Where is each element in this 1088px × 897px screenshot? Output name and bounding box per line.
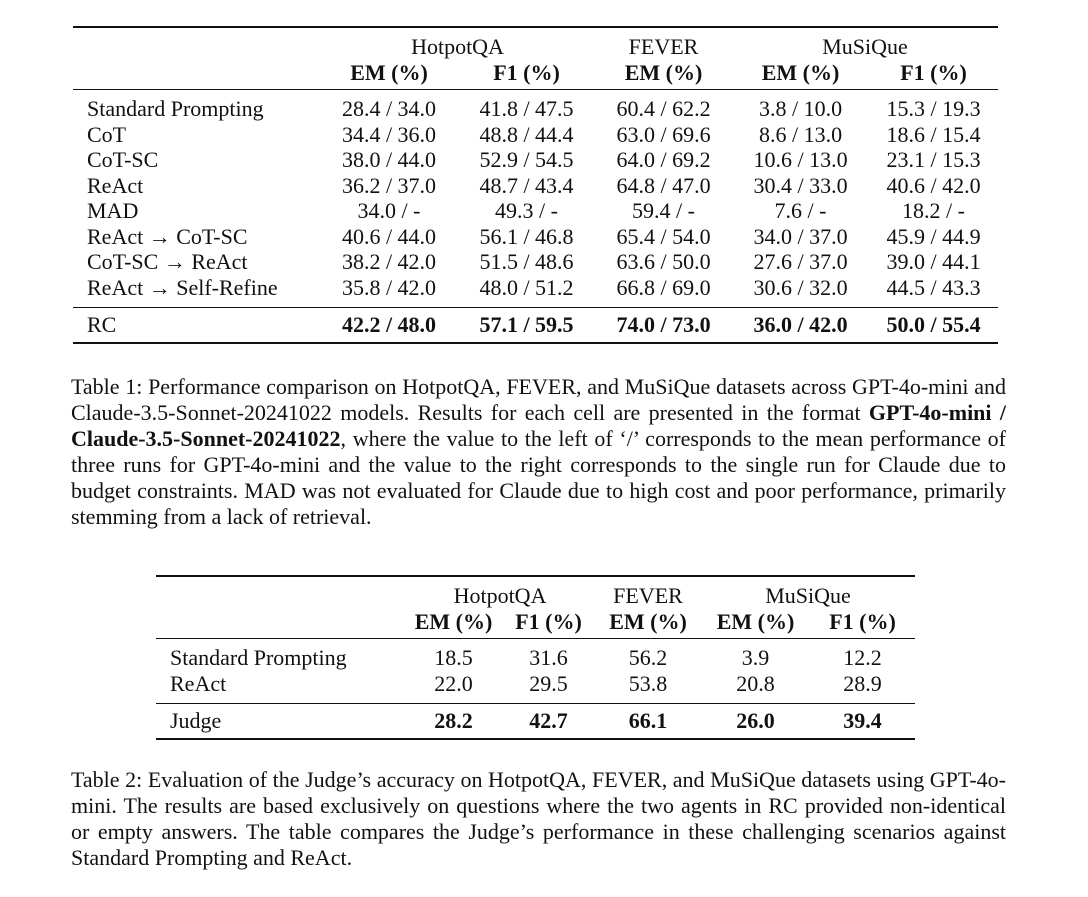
table-row	[156, 639, 915, 671]
subheader-musique-f1: F1 (%)	[900, 59, 967, 85]
subheader-fever-em: EM (%)	[624, 59, 703, 85]
row-label: CoT-SC	[87, 147, 159, 172]
cell-value: 31.6	[529, 645, 568, 670]
subheader-musique-f1: F1 (%)	[829, 608, 896, 634]
table-row	[73, 224, 998, 250]
cell-value: 63.0 / 69.6	[616, 121, 711, 147]
header-spacer	[73, 60, 320, 90]
cell-value: 44.5 / 43.3	[886, 274, 981, 300]
cell-value: 36.0 / 42.0	[753, 312, 848, 337]
cell-value: 34.0 / 37.0	[753, 223, 848, 249]
cell-value: 36.2 / 37.0	[341, 172, 437, 198]
group-fever: FEVER	[628, 34, 699, 59]
table-row-rc	[73, 308, 998, 343]
cell-value: 28.2	[434, 708, 473, 733]
table-1-caption	[71, 374, 1006, 530]
group-musique: MuSiQue	[822, 34, 908, 59]
cell-value: 18.5	[434, 645, 473, 670]
cell-value: 35.8 / 42.0	[341, 274, 437, 300]
cell-value: 56.1 / 46.8	[479, 223, 574, 249]
table-1-sub-header	[73, 60, 998, 90]
cell-value: 26.0	[736, 708, 775, 733]
table-row	[156, 671, 915, 704]
cell-value: 48.7 / 43.4	[479, 172, 574, 198]
table-row	[73, 275, 998, 308]
row-label: Judge	[170, 708, 222, 733]
cell-value: 52.9 / 54.5	[479, 147, 574, 172]
subheader-hotpotqa-em: EM (%)	[350, 59, 428, 85]
subheader-fever-em: EM (%)	[609, 608, 687, 634]
row-label: Standard Prompting	[87, 96, 264, 121]
table-row	[73, 249, 998, 275]
cell-value: 66.1	[628, 708, 668, 733]
cell-value: 30.4 / 33.0	[753, 172, 848, 198]
cell-value: 40.6 / 44.0	[341, 223, 437, 249]
header-spacer	[156, 576, 405, 609]
cell-value: 50.0 / 55.4	[886, 312, 981, 337]
cell-value: 15.3 / 19.3	[886, 96, 981, 121]
row-label: ReAct	[87, 172, 144, 198]
table-row-judge	[156, 704, 915, 739]
cell-value: 64.8 / 47.0	[616, 172, 711, 198]
caption-1-text-end: , where the value to the left of ‘/’ corresponds to the mean performance of three runs for GPT-4o-mini and the value to the right corresponds to the single run for Claude due to budget constraints. MAD was not evaluated for Claude due to high cost and poor performance, primarily stemming from a lack of retrieval.	[71, 426, 1006, 529]
table-1	[73, 26, 998, 344]
table-1-final	[73, 308, 998, 343]
cell-value: 63.6 / 50.0	[616, 249, 711, 274]
cell-value: 3.8 / 10.0	[758, 96, 843, 121]
header-spacer	[156, 609, 405, 639]
subheader-musique-em: EM (%)	[716, 608, 795, 634]
table-1-group-header	[73, 27, 998, 60]
cell-value: 39.4	[843, 708, 882, 733]
row-label: Standard Prompting	[170, 645, 347, 670]
cell-value: 41.8 / 47.5	[479, 96, 574, 121]
group-fever: FEVER	[613, 583, 683, 608]
cell-value: 40.6 / 42.0	[886, 172, 981, 198]
cell-value: 60.4 / 62.2	[616, 96, 711, 121]
table-2-final	[156, 704, 915, 739]
table-2-grid	[156, 575, 915, 740]
subheader-hotpotqa-f1: F1 (%)	[493, 59, 560, 85]
header-spacer	[73, 27, 320, 60]
table-2-body	[156, 639, 915, 704]
cell-value: 22.0	[434, 670, 473, 696]
cell-value: 23.1 / 15.3	[886, 147, 981, 172]
cell-value: 48.0 / 51.2	[479, 274, 574, 300]
cell-value: 45.9 / 44.9	[886, 223, 981, 249]
cell-value: 57.1 / 59.5	[479, 312, 574, 337]
cell-value: 51.5 / 48.6	[479, 249, 574, 274]
row-label: ReAct → Self-Refine	[87, 274, 278, 300]
cell-value: 30.6 / 32.0	[753, 274, 848, 300]
cell-value: 42.2 / 48.0	[341, 312, 437, 337]
cell-value: 53.8	[628, 670, 668, 696]
table-2-sub-header	[156, 609, 915, 639]
table-row	[73, 122, 998, 148]
table-row	[73, 90, 998, 122]
row-label: CoT-SC → ReAct	[87, 249, 248, 274]
cell-value: 48.8 / 44.4	[479, 121, 574, 147]
table-row	[73, 198, 998, 224]
subheader-musique-em: EM (%)	[761, 59, 840, 85]
cell-value: 8.6 / 13.0	[758, 121, 843, 147]
cell-value: 49.3 / -	[495, 198, 558, 223]
group-musique: MuSiQue	[765, 583, 851, 608]
cell-value: 28.4 / 34.0	[341, 96, 437, 121]
cell-value: 34.4 / 36.0	[341, 121, 437, 147]
table-2-group-header	[156, 576, 915, 609]
cell-value: 29.5	[529, 670, 568, 696]
cell-value: 39.0 / 44.1	[886, 249, 981, 274]
cell-value: 74.0 / 73.0	[616, 312, 711, 337]
cell-value: 34.0 / -	[357, 198, 421, 223]
subheader-hotpotqa-em: EM (%)	[414, 608, 493, 634]
group-hotpotqa: HotpotQA	[453, 583, 547, 608]
cell-value: 18.6 / 15.4	[886, 121, 981, 147]
group-hotpotqa: HotpotQA	[411, 34, 504, 59]
caption-1-text: Table 1: Performance comparison on HotpotQA, FEVER, and MuSiQue datasets across GPT-4o-mini and Claude-3.5-Sonnet-20241022 models. Results for each cell are presented in the format	[71, 374, 1006, 425]
cell-value: 18.2 / -	[902, 198, 965, 223]
cell-value: 66.8 / 69.0	[616, 274, 711, 300]
cell-value: 28.9	[843, 670, 882, 696]
cell-value: 59.4 / -	[632, 198, 695, 223]
cell-value: 38.0 / 44.0	[341, 147, 437, 172]
cell-value: 64.0 / 69.2	[616, 147, 711, 172]
cell-value: 3.9	[741, 645, 770, 670]
cell-value: 20.8	[736, 670, 775, 696]
subheader-hotpotqa-f1: F1 (%)	[515, 608, 582, 634]
cell-value: 65.4 / 54.0	[616, 223, 711, 249]
table-row	[73, 173, 998, 199]
cell-value: 12.2	[843, 645, 882, 670]
cell-value: 10.6 / 13.0	[753, 147, 848, 172]
cell-value: 56.2	[628, 645, 668, 670]
row-label: CoT	[87, 121, 127, 147]
row-label: MAD	[87, 198, 139, 223]
caption-1-bold: GPT-4o-mini / Claude-3.5-Sonnet-20241022	[71, 400, 1006, 451]
table-2	[156, 575, 915, 740]
table-1-grid	[73, 26, 998, 344]
table-1-body	[73, 90, 998, 308]
cell-value: 42.7	[529, 708, 568, 733]
cell-value: 7.6 / -	[774, 198, 827, 223]
row-label: ReAct → CoT-SC	[87, 223, 248, 249]
caption-2-text: Table 2: Evaluation of the Judge’s accuracy on HotpotQA, FEVER, and MuSiQue datasets using GPT-4o-mini. The results are based exclusively on questions where the two agents in RC provided non-identical or empty answers. The table compares the Judge’s performance in these challenging scenarios against Standard Prompting and ReAct.	[71, 767, 1006, 870]
row-label: RC	[87, 312, 117, 337]
table-2-caption	[71, 767, 1006, 871]
cell-value: 38.2 / 42.0	[341, 249, 437, 274]
row-label: ReAct	[170, 670, 227, 696]
cell-value: 27.6 / 37.0	[753, 249, 848, 274]
table-row	[73, 147, 998, 173]
